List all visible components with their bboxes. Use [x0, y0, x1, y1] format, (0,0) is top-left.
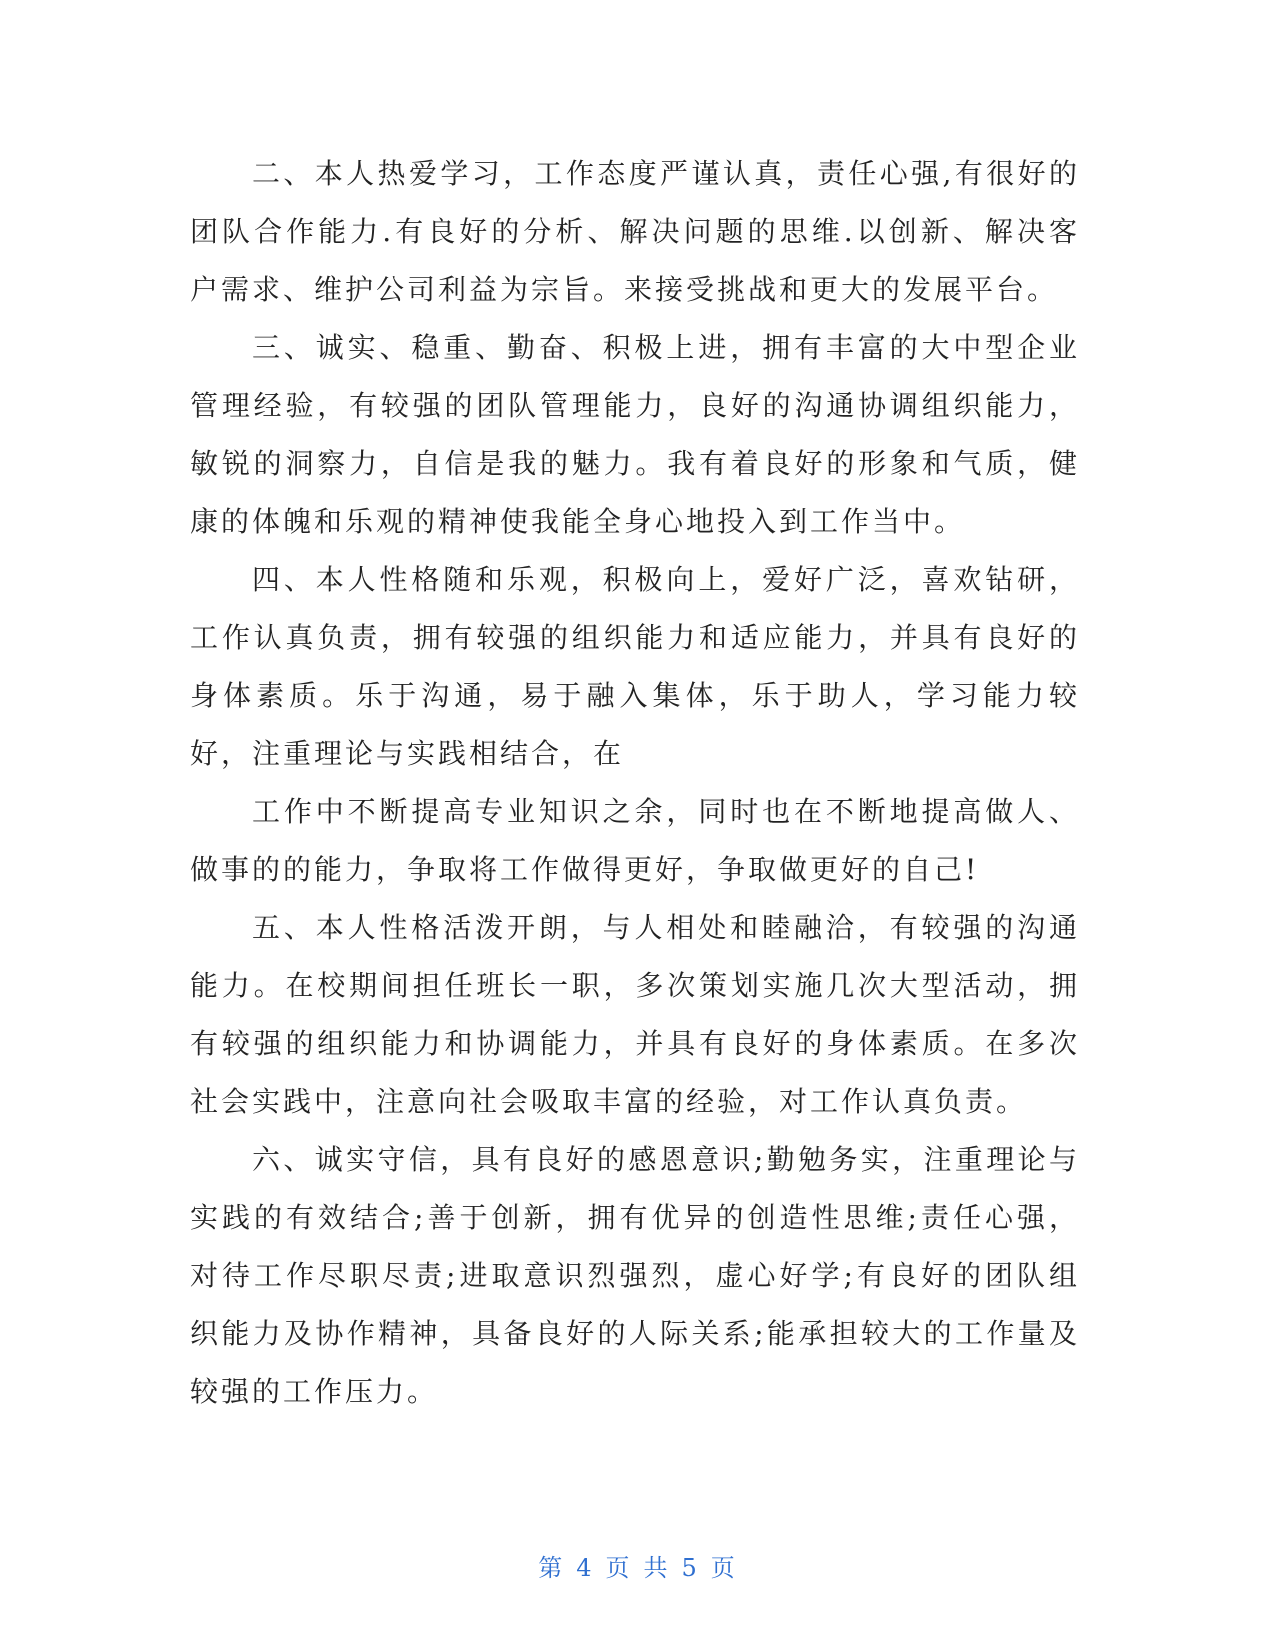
paragraph-6: 六、诚实守信，具有良好的感恩意识;勤勉务实，注重理论与实践的有效结合;善于创新，拥有优异的创造性思维;责任心强，对待工作尽职尽责;进取意识烈强烈，虚心好学;有良好的团队组织能力及协作精神，具备良好的人际关系;能承担较大的工作量及较强的工作压力。 — [190, 1143, 1080, 1408]
total-pages-number: 5 — [681, 1554, 699, 1582]
page-prefix: 第 — [538, 1554, 565, 1582]
total-unit: 页 — [710, 1554, 737, 1582]
paragraph-5: 五、本人性格活泼开朗，与人相处和睦融洽，有较强的沟通能力。在校期间担任班长一职，多次策划实施几次大型活动，拥有较强的组织能力和协调能力，并具有良好的身体素质。在多次社会实践中，注意向社会吸取丰富的经验，对工作认真负责。 — [190, 911, 1080, 1118]
page-unit: 页 — [605, 1554, 632, 1582]
paragraph-4: 四、本人性格随和乐观，积极向上，爱好广泛，喜欢钻研，工作认真负责，拥有较强的组织能力和适应能力，并具有良好的身体素质。乐于沟通，易于融入集体，乐于助人，学习能力较好，注重理论与实践相结合，在 — [190, 563, 1080, 770]
total-prefix: 共 — [643, 1554, 670, 1582]
paragraph-4-continued: 工作中不断提高专业知识之余，同时也在不断地提高做人、做事的的能力，争取将工作做得更好，争取做更好的自己! — [190, 795, 1080, 886]
current-page-number: 4 — [576, 1554, 594, 1582]
page-footer — [0, 1548, 1275, 1583]
paragraph-3: 三、诚实、稳重、勤奋、积极上进，拥有丰富的大中型企业管理经验，有较强的团队管理能力，良好的沟通协调组织能力，敏锐的洞察力，自信是我的魅力。我有着良好的形象和气质，健康的体魄和乐观的精神使我能全身心地投入到工作当中。 — [190, 331, 1080, 538]
document-body — [190, 145, 1080, 1421]
paragraph-2: 二、本人热爱学习，工作态度严谨认真，责任心强,有很好的团队合作能力.有良好的分析、解决问题的思维.以创新、解决客户需求、维护公司利益为宗旨。来接受挑战和更大的发展平台。 — [190, 157, 1080, 306]
